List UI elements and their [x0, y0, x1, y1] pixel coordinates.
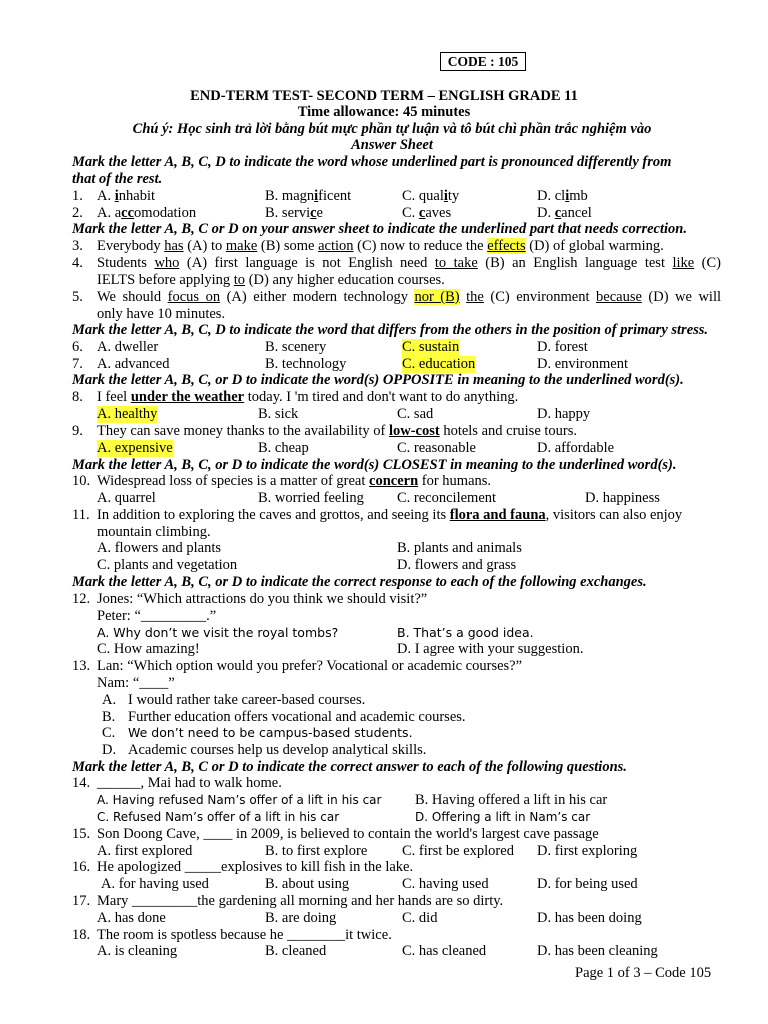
instruction-note: Chú ý: Học sinh trả lời bằng bút mực phần tự luận và tô bút chì phần trắc nghiệm vào	[132, 121, 652, 137]
section-response: Mark the letter A, B, C, or D to indicate the correct response to each of the following exchanges.	[72, 574, 647, 590]
question-number: 17.	[72, 893, 91, 909]
option-c[interactable]: C. has cleaned	[402, 943, 487, 959]
question-text-cont: IELTS before applying to (D) any higher education courses.	[97, 272, 445, 288]
question-number: 5.	[72, 289, 83, 305]
option-c[interactable]: C. How amazing!	[97, 641, 200, 657]
dialogue-line: Nam: “____”	[97, 675, 175, 691]
option-c[interactable]: C. having used	[402, 876, 489, 892]
option-d[interactable]: D. flowers and grass	[397, 557, 517, 573]
option-c[interactable]: We don’t need to be campus-based students.	[128, 725, 413, 740]
option-c[interactable]: C. reasonable	[397, 440, 476, 456]
option-a[interactable]: A. for having used	[101, 876, 209, 892]
option-b[interactable]: Further education offers vocational and academic courses.	[128, 709, 466, 725]
section-correction: Mark the letter A, B, C or D on your answer sheet to indicate the underlined part that needs correction.	[72, 221, 687, 237]
option-b[interactable]: B. magnificent	[265, 188, 352, 204]
option-d[interactable]: D. for being used	[537, 876, 638, 892]
option-a[interactable]: A. Having refused Nam’s offer of a lift in his car	[97, 793, 382, 807]
option-a[interactable]: A. has done	[97, 910, 166, 926]
option-d[interactable]: Academic courses help us develop analytical skills.	[128, 742, 427, 758]
option-a[interactable]: A. advanced	[97, 356, 170, 372]
option-b[interactable]: B. plants and animals	[397, 540, 522, 556]
option-c[interactable]: C. Refused Nam’s offer of a lift in his car	[97, 810, 340, 824]
question-text-cont: mountain climbing.	[97, 524, 211, 540]
section-pronunciation-cont: that of the rest.	[72, 171, 163, 187]
option-c[interactable]: C. did	[402, 910, 438, 926]
option-a[interactable]: A. inhabit	[97, 188, 156, 204]
option-b[interactable]: B. about using	[265, 876, 350, 892]
time-allowance: Time allowance: 45 minutes	[297, 104, 471, 120]
option-c[interactable]: C. sad	[397, 406, 434, 422]
option-a[interactable]: A. Why don’t we visit the royal tombs?	[97, 625, 339, 640]
question-number: 2.	[72, 205, 83, 221]
question-number: 12.	[72, 591, 91, 607]
option-b[interactable]: B. technology	[265, 356, 347, 372]
option-a[interactable]: A. first explored	[97, 843, 193, 859]
section-stress: Mark the letter A, B, C, D to indicate the word that differs from the others in the position of primary stress.	[72, 322, 709, 338]
option-d[interactable]: D. climb	[537, 188, 588, 204]
question-text-cont: only have 10 minutes.	[97, 306, 226, 322]
question-text: Jones: “Which attractions do you think we should visit?”	[97, 591, 428, 607]
option-b-letter: B.	[102, 709, 116, 725]
option-d[interactable]: D. happy	[537, 406, 591, 422]
question-number: 18.	[72, 927, 91, 943]
option-d[interactable]: D. has been cleaning	[537, 943, 658, 959]
option-b[interactable]: B. cleaned	[265, 943, 327, 959]
option-a[interactable]: A. quarrel	[97, 490, 156, 506]
option-d[interactable]: D. first exploring	[537, 843, 638, 859]
option-a[interactable]: A. is cleaning	[97, 943, 178, 959]
question-text: Lan: “Which option would you prefer? Vocational or academic courses?”	[97, 658, 523, 674]
question-text: Everybody has (A) to make (B) some action (C) now to reduce the effects (D) of global warming.	[97, 238, 664, 254]
option-c[interactable]: C. quality	[402, 188, 460, 204]
option-b[interactable]: B. That’s a good idea.	[397, 625, 534, 640]
option-b[interactable]: B. scenery	[265, 339, 327, 355]
option-b[interactable]: B. cheap	[258, 440, 309, 456]
question-number: 10.	[72, 473, 91, 489]
instruction-note-cont: Answer Sheet	[351, 137, 433, 153]
question-text: They can save money thanks to the availability of low-cost hotels and cruise tours.	[97, 423, 578, 439]
option-b[interactable]: B. Having offered a lift in his car	[415, 792, 608, 808]
exam-title: END-TERM TEST- SECOND TERM – ENGLISH GRADE 11	[190, 88, 578, 104]
option-d[interactable]: D. happiness	[585, 490, 660, 506]
option-a[interactable]: A. expensive	[97, 440, 173, 456]
option-c[interactable]: C. first be explored	[402, 843, 514, 859]
question-number: 3.	[72, 238, 83, 254]
option-c[interactable]: C. sustain	[402, 339, 460, 355]
section-pronunciation: Mark the letter A, B, C, D to indicate the word whose underlined part is pronounced differently from	[72, 154, 672, 170]
option-c[interactable]: C. reconcilement	[397, 490, 497, 506]
question-text: ______, Mai had to walk home.	[97, 775, 282, 791]
question-number: 9.	[72, 423, 83, 439]
option-a[interactable]: A. accomodation	[97, 205, 197, 221]
section-closest: Mark the letter A, B, C, or D to indicate the word(s) CLOSEST in meaning to the underlined word(s).	[72, 457, 677, 473]
question-number: 16.	[72, 859, 91, 875]
option-d[interactable]: D. environment	[537, 356, 629, 372]
option-a-letter: A.	[102, 692, 117, 708]
option-b[interactable]: B. to first explore	[265, 843, 368, 859]
question-number: 14.	[72, 775, 91, 791]
page-footer: Page 1 of 3 – Code 105	[575, 965, 712, 981]
option-c-letter: C.	[102, 725, 116, 741]
question-number: 1.	[72, 188, 83, 204]
question-text: Students who (A) first language is not English need to take (B) an English language test like (C)	[97, 255, 721, 271]
question-text: Son Doong Cave, ____ in 2009, is believed to contain the world's largest cave passage	[97, 826, 599, 842]
option-b[interactable]: B. sick	[258, 406, 299, 422]
option-a[interactable]: A. flowers and plants	[97, 540, 222, 556]
option-a[interactable]: A. dweller	[97, 339, 159, 355]
option-d[interactable]: D. forest	[537, 339, 588, 355]
option-d-letter: D.	[102, 742, 117, 758]
exam-code-box: CODE : 105	[440, 52, 526, 71]
question-text: I feel under the weather today. I 'm tired and don't want to do anything.	[97, 389, 519, 405]
option-d[interactable]: D. affordable	[537, 440, 615, 456]
option-b[interactable]: B. are doing	[265, 910, 337, 926]
question-text: We should focus on (A) either modern technology nor (B) the (C) environment because (D) we will	[97, 289, 721, 305]
question-text: In addition to exploring the caves and grottos, and seeing its flora and fauna, visitors can also enjoy	[97, 507, 683, 523]
question-number: 15.	[72, 826, 91, 842]
option-b[interactable]: B. worried feeling	[258, 490, 364, 506]
question-number: 11.	[72, 507, 90, 523]
section-answer: Mark the letter A, B, C or D to indicate the correct answer to each of the following questions.	[72, 759, 627, 775]
option-c[interactable]: C. caves	[402, 205, 452, 221]
question-number: 6.	[72, 339, 83, 355]
question-number: 8.	[72, 389, 83, 405]
question-number: 4.	[72, 255, 83, 271]
section-opposite: Mark the letter A, B, C, or D to indicate the word(s) OPPOSITE in meaning to the underlined word(s).	[72, 372, 684, 388]
question-text: He apologized _____explosives to kill fish in the lake.	[97, 859, 414, 875]
option-c[interactable]: C. plants and vegetation	[97, 557, 238, 573]
option-c[interactable]: C. education	[402, 356, 476, 372]
option-a[interactable]: A. healthy	[97, 406, 158, 422]
option-d[interactable]: D. Offering a lift in Nam’s car	[415, 810, 591, 824]
question-text: The room is spotless because he ________it twice.	[97, 927, 392, 943]
option-a[interactable]: I would rather take career-based courses.	[128, 692, 366, 708]
option-d[interactable]: D. has been doing	[537, 910, 642, 926]
option-d[interactable]: D. cancel	[537, 205, 592, 221]
option-d[interactable]: D. I agree with your suggestion.	[397, 641, 584, 657]
question-text: Mary _________the gardening all morning and her hands are so dirty.	[97, 893, 504, 909]
dialogue-line: Peter: “_________.”	[97, 608, 217, 624]
question-number: 13.	[72, 658, 91, 674]
question-text: Widespread loss of species is a matter of great concern for humans.	[97, 473, 492, 489]
question-number: 7.	[72, 356, 83, 372]
option-b[interactable]: B. service	[265, 205, 323, 221]
